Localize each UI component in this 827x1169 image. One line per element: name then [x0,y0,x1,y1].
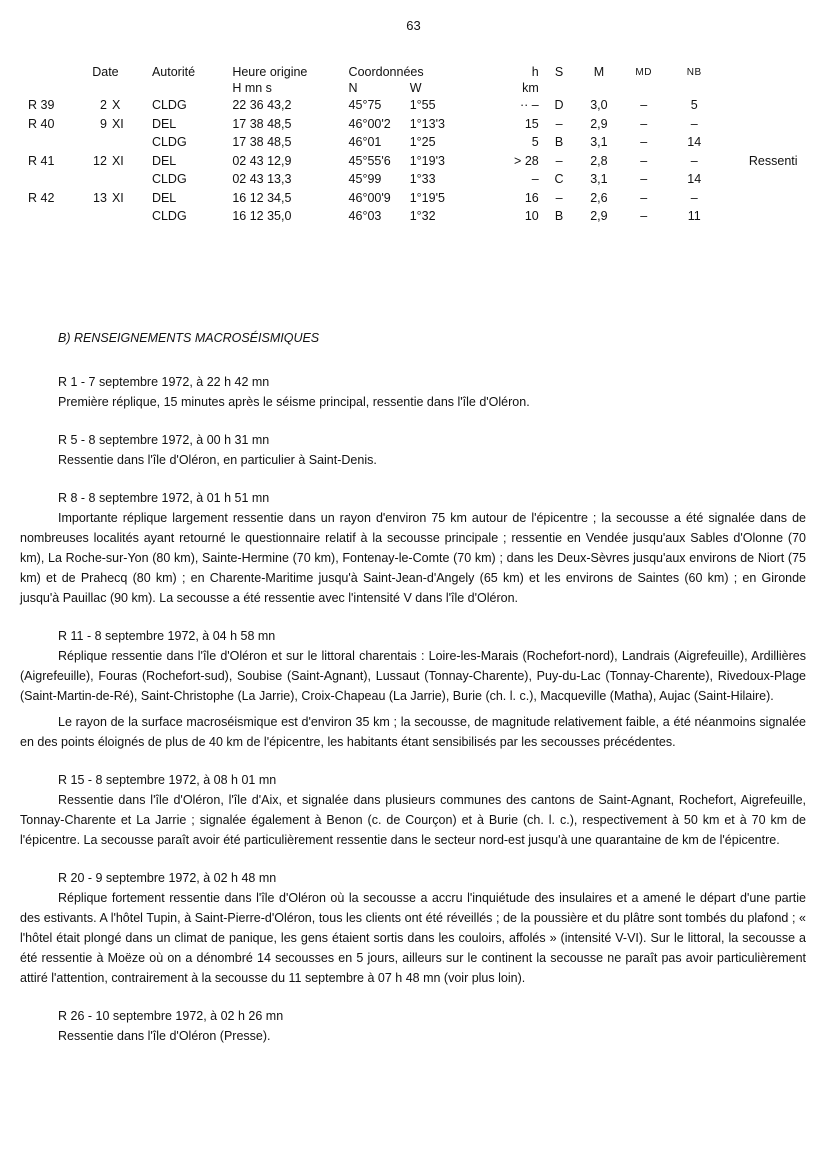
row-h: 15 [524,116,539,131]
row-s: D [554,98,564,113]
row-h: – [531,172,539,187]
row-auth: CLDG [151,209,187,224]
row-h: ·· – [519,98,539,113]
table-row [28,96,827,115]
row-rem [719,207,827,226]
entry-paragraph: Ressentie dans l'île d'Oléron, en particulier à Saint-Denis. [58,453,377,467]
row-date [79,152,132,171]
entry-heading: R 15 - 8 septembre 1972, à 08 h 01 mn [58,773,277,787]
row-m: 2,9 [590,116,608,131]
row-month: XI [111,153,124,168]
row-id [28,207,79,226]
row-lat: 46°00'9 [348,190,391,205]
row-rem [719,189,827,208]
table-row [28,207,827,226]
entry-heading: R 8 - 8 septembre 1972, à 01 h 51 mn [58,491,270,505]
page-number: 63 [406,18,421,33]
entry-paragraph: Le rayon de la surface macroséismique est d'environ 35 km ; la secousse, de magnitude relativement faible, a été néanmoins signalée en des points éloignés de plus de 40 km de l'épicentre, les habitants étant sensibilisés par les secousses précédentes. [20,715,806,749]
row-date [79,115,132,134]
row-lon: 1°32 [409,209,436,224]
entry-paragraph: Importante réplique largement ressentie dans un rayon d'environ 75 km autour de l'épicentre ; la secousse a été signalée dans de nombreuses localités ayant retourné le questionnaire relatif à la secousse principale ; ressentie en Vendée jusqu'aux Sables d'Olonne (70 km), La Roche-sur-Yon (80 km), Sainte-Hermine (70 km), Fontenay-le-Comte (70 km) ; dans les Deux-Sèvres jusqu'aux environs de Niort (75 km) et de Prahecq (80 km) ; en Charente-Maritime jusqu'à Saint-Jean-d'Angely (65 km) et les environs de Saintes (60 km) ; en Gironde jusqu'à Pauillac (90 km). La secousse a été ressentie avec l'intensité V dans l'île d'Oléron. [20,511,806,605]
row-md: – [640,135,648,150]
row-lat: 46°00'2 [348,116,391,131]
row-lon: 1°13'3 [409,116,445,131]
row-nb: 11 [687,209,701,224]
row-lat: 45°55'6 [348,153,391,168]
header-heure: Heure origine [232,65,308,79]
row-rem [719,96,827,115]
row-lon: 1°19'3 [409,153,445,168]
entry-heading: R 11 - 8 septembre 1972, à 04 h 58 mn [58,629,276,643]
entry-paragraph: Ressentie dans l'île d'Oléron (Presse). [58,1029,271,1043]
row-month: XI [111,116,124,131]
row-month: XI [111,190,124,205]
row-s: B [554,135,564,150]
row-id: R 40 [28,116,55,131]
row-m: 2,6 [590,190,608,205]
row-id: R 41 [28,153,55,168]
row-rem [719,133,827,152]
row-lon: 1°19'5 [409,190,445,205]
row-date [79,189,132,208]
row-h: 5 [531,135,539,150]
table-subheader-row [28,80,827,96]
table-row [28,152,827,171]
row-time: 22 36 43,2 [232,98,292,113]
row-auth: DEL [151,116,177,131]
row-time: 16 12 34,5 [232,190,292,205]
row-s: C [554,172,564,187]
entry-heading: R 20 - 9 septembre 1972, à 02 h 48 mn [58,871,277,885]
header-lat: N [348,81,358,95]
row-rem [719,115,827,134]
row-date [79,170,132,189]
entry [20,770,806,850]
row-h: 10 [524,209,539,224]
table-row [28,133,827,152]
table-header-row [28,64,827,80]
row-m: 3,0 [590,98,608,113]
table-row [28,115,827,134]
row-m: 3,1 [590,172,608,187]
row-id: R 42 [28,190,55,205]
row-s: – [555,190,563,205]
row-s: B [554,209,564,224]
row-lon: 1°33 [409,172,436,187]
entry-heading: R 5 - 8 septembre 1972, à 00 h 31 mn [58,433,270,447]
row-time: 02 43 12,9 [232,153,292,168]
header-autorite: Autorité [151,65,196,79]
header-h-unit: km [522,81,539,95]
header-coordonnees: Coordonnées [348,65,424,79]
header-s: S [554,65,564,79]
row-nb: – [690,190,698,205]
entry-paragraph: Première réplique, 15 minutes après le séisme principal, ressentie dans l'île d'Oléron. [58,395,530,409]
header-h: h [531,65,539,79]
row-day: 2 [99,98,107,113]
entry-paragraph: Réplique fortement ressentie dans l'île d'Oléron où la secousse a accru l'inquiétude des insulaires et a amené le départ d'une partie des estivants. A l'hôtel Tupin, à Saint-Pierre-d'Oléron, tous les clients ont été réveillés ; de la poussière et du plâtre sont tombés du plafond ; « l'hôtel était plongé dans un climat de panique, les gens étaient sortis dans les couloirs, affolés » (intensité V-VI). Sur le littoral, la secousse a été ressentie à Moëze où on a dénombré 14 secousses en 5 jours, ailleurs sur le continent la secousse ne paraît pas avoir particulièrement attiré l'attention, contrairement à la secousse du 11 septembre à 07 h 48 mn (voir plus loin). [20,891,806,985]
row-day: 9 [99,116,107,131]
row-h: > 28 [514,153,539,168]
row-date [79,133,132,152]
row-md: – [640,190,648,205]
row-nb: 14 [687,172,702,187]
entry-heading: R 26 - 10 septembre 1972, à 02 h 26 mn [58,1009,284,1023]
row-id: R 39 [28,98,55,113]
entry [20,372,806,412]
seismic-data-table [28,64,827,226]
row-m: 3,1 [590,135,608,150]
row-lat: 45°75 [348,98,382,113]
macroseismic-entries [20,372,806,1064]
header-date: Date [92,65,119,79]
header-m: M [593,65,605,79]
row-auth: CLDG [151,98,187,113]
row-md: – [640,172,648,187]
row-time: 02 43 13,3 [232,172,292,187]
row-rem: Ressenti [748,153,798,168]
entry [20,488,806,608]
row-md: – [640,153,648,168]
row-md: – [640,209,648,224]
row-id [28,133,79,152]
row-lon: 1°55 [409,98,436,113]
row-rem [719,170,827,189]
header-md: MD [635,66,652,78]
row-day: 13 [93,190,107,205]
header-lon: W [409,81,422,95]
header-heure-units: H mn s [232,81,272,95]
row-time: 16 12 35,0 [232,209,292,224]
row-day: 12 [93,153,107,168]
row-lat: 45°99 [348,172,382,187]
row-s: – [555,116,563,131]
table-row [28,189,827,208]
row-time: 17 38 48,5 [232,135,292,150]
row-month: X [111,98,121,113]
entry-heading: R 1 - 7 septembre 1972, à 22 h 42 mn [58,375,270,389]
row-time: 17 38 48,5 [232,116,292,131]
row-date [79,96,132,115]
row-h: 16 [524,190,539,205]
table-row [28,170,827,189]
entry [20,868,806,988]
row-auth: CLDG [151,135,187,150]
row-lon: 1°25 [409,135,436,150]
entry [20,430,806,470]
row-id [28,170,79,189]
row-lat: 46°01 [348,135,382,150]
entry [20,626,806,752]
row-nb: – [690,116,698,131]
entry-paragraph: Ressentie dans l'île d'Oléron, l'île d'Aix, et signalée dans plusieurs communes des cantons de Saint-Agnant, Rochefort, Aigrefeuille, Tonnay-Charente et La Jarrie ; signalée également à Benon (c. de Courçon) et à Burie (ch. l. c.), respectivement à 50 km et à 70 km de l'épicentre. La secousse paraît avoir été particulièrement ressentie dans le secteur nord-est jusqu'à une quarantaine de km de l'épicentre. [20,793,806,847]
row-nb: 5 [690,98,698,113]
row-m: 2,9 [590,209,608,224]
row-auth: CLDG [151,172,187,187]
row-md: – [640,98,648,113]
entry-paragraph: Réplique ressentie dans l'île d'Oléron et sur le littoral charentais : Loire-les-Marais (Rochefort-nord), Landrais (Aigrefeuille), Ardillières (Aigrefeuille), Fouras (Rochefort-sud), Soubise (Saint-Agnant), Lussaut (Tonnay-Charente), Puy-du-Lac (Tonnay-Charente), Rivedoux-Plage (Saint-Martin-de-Ré), Saint-Christophe (La Jarrie), Croix-Chapeau (La Jarrie), Burie (ch. l. c.), Macqueville (Matha), Aujac (Saint-Hilaire). [20,649,806,703]
row-m: 2,8 [590,153,608,168]
row-auth: DEL [151,190,177,205]
header-nb: NB [686,66,702,78]
row-md: – [640,116,648,131]
row-nb: – [690,153,698,168]
section-title: B) RENSEIGNEMENTS MACROSÉISMIQUES [58,331,320,345]
row-s: – [555,153,563,168]
row-date [79,207,132,226]
row-nb: 14 [687,135,702,150]
row-lat: 46°03 [348,209,382,224]
row-auth: DEL [151,153,177,168]
entry [20,1006,806,1046]
